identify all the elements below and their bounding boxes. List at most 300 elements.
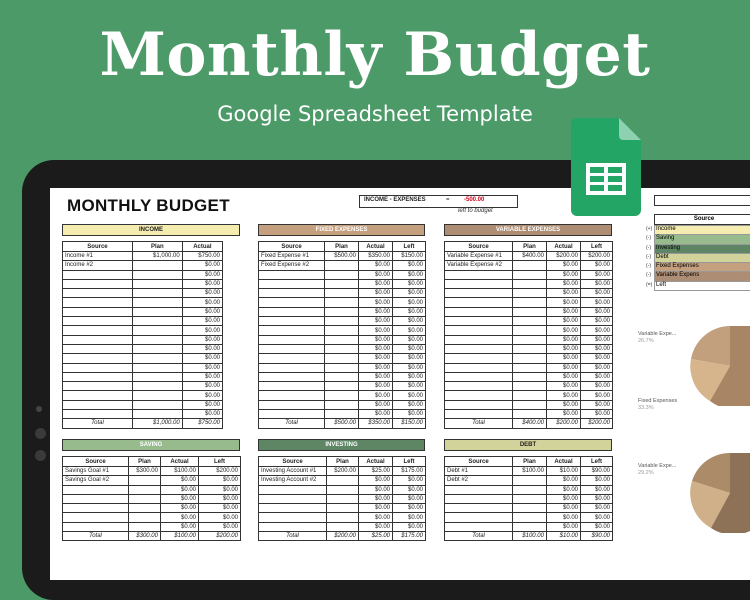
table-cell[interactable] bbox=[327, 494, 359, 503]
column-header[interactable]: Actual bbox=[359, 242, 393, 252]
table-cell[interactable]: Income #1 bbox=[63, 252, 133, 261]
column-header[interactable]: Source bbox=[445, 457, 513, 467]
table-cell[interactable]: $0.00 bbox=[547, 522, 581, 531]
column-header[interactable]: Actual bbox=[547, 457, 581, 467]
table-cell[interactable]: $200.00 bbox=[327, 467, 359, 476]
table-cell[interactable]: $0.00 bbox=[359, 382, 393, 391]
table-cell[interactable]: $0.00 bbox=[359, 372, 393, 381]
table-cell[interactable] bbox=[513, 372, 547, 381]
table-cell[interactable]: $0.00 bbox=[547, 261, 581, 270]
total-cell[interactable]: $200.00 bbox=[547, 419, 581, 428]
summary-cell[interactable] bbox=[359, 195, 518, 208]
table-cell[interactable] bbox=[259, 363, 325, 372]
table-cell[interactable]: $0.00 bbox=[182, 363, 222, 372]
table-cell[interactable]: $0.00 bbox=[393, 494, 426, 503]
table-cell[interactable] bbox=[325, 372, 359, 381]
table-cell[interactable]: $0.00 bbox=[199, 494, 241, 503]
table-cell[interactable] bbox=[325, 270, 359, 279]
table-cell[interactable] bbox=[259, 298, 325, 307]
table-cell[interactable] bbox=[63, 279, 133, 288]
table-cell[interactable]: $0.00 bbox=[581, 382, 613, 391]
table-cell[interactable]: $0.00 bbox=[359, 326, 393, 335]
table-cell[interactable]: $0.00 bbox=[547, 382, 581, 391]
table-cell[interactable] bbox=[63, 504, 129, 513]
table-cell[interactable] bbox=[259, 400, 325, 409]
table-cell[interactable] bbox=[129, 504, 161, 513]
table-cell[interactable] bbox=[513, 289, 547, 298]
table-cell[interactable]: $0.00 bbox=[359, 522, 393, 531]
table-cell[interactable] bbox=[132, 363, 182, 372]
table-cell[interactable]: $0.00 bbox=[547, 335, 581, 344]
table-cell[interactable] bbox=[259, 382, 325, 391]
table-cell[interactable] bbox=[259, 485, 327, 494]
table-cell[interactable] bbox=[445, 298, 513, 307]
table-cell[interactable]: $0.00 bbox=[581, 513, 613, 522]
table-cell[interactable] bbox=[63, 289, 133, 298]
table-cell[interactable]: $0.00 bbox=[359, 400, 393, 409]
table-cell[interactable]: $0.00 bbox=[393, 298, 426, 307]
table-cell[interactable] bbox=[63, 363, 133, 372]
table-cell[interactable]: $1,000.00 bbox=[132, 252, 182, 261]
table-cell[interactable] bbox=[63, 344, 133, 353]
table-cell[interactable] bbox=[513, 391, 547, 400]
table-cell[interactable] bbox=[63, 522, 129, 531]
table-cell[interactable]: $0.00 bbox=[393, 335, 426, 344]
total-cell[interactable]: $90.00 bbox=[581, 532, 613, 541]
table-cell[interactable] bbox=[63, 335, 133, 344]
table-cell[interactable]: $0.00 bbox=[359, 261, 393, 270]
table-cell[interactable]: $0.00 bbox=[393, 317, 426, 326]
column-header[interactable]: Plan bbox=[513, 457, 547, 467]
table-cell[interactable]: $0.00 bbox=[359, 476, 393, 485]
total-cell[interactable]: $200.00 bbox=[327, 532, 359, 541]
table-cell[interactable]: $0.00 bbox=[547, 363, 581, 372]
table-cell[interactable] bbox=[132, 279, 182, 288]
table-cell[interactable] bbox=[325, 391, 359, 400]
table-cell[interactable] bbox=[132, 317, 182, 326]
table-cell[interactable] bbox=[513, 335, 547, 344]
table-cell[interactable]: $0.00 bbox=[359, 494, 393, 503]
table-cell[interactable] bbox=[63, 270, 133, 279]
table-cell[interactable]: $200.00 bbox=[199, 467, 241, 476]
table-cell[interactable] bbox=[129, 476, 161, 485]
table-cell[interactable]: $0.00 bbox=[182, 400, 222, 409]
table-cell[interactable] bbox=[513, 476, 547, 485]
table-cell[interactable]: $0.00 bbox=[581, 504, 613, 513]
column-header[interactable]: Actual bbox=[359, 457, 393, 467]
table-cell[interactable] bbox=[325, 354, 359, 363]
table-cell[interactable]: Investing Account #2 bbox=[259, 476, 327, 485]
table-cell[interactable] bbox=[63, 298, 133, 307]
column-header[interactable]: Left bbox=[199, 457, 241, 467]
table-cell[interactable] bbox=[445, 382, 513, 391]
table-cell[interactable] bbox=[325, 261, 359, 270]
column-header[interactable]: Left bbox=[393, 457, 426, 467]
table-cell[interactable]: $0.00 bbox=[182, 335, 222, 344]
table-cell[interactable]: $0.00 bbox=[393, 289, 426, 298]
table-cell[interactable]: $0.00 bbox=[182, 344, 222, 353]
table-cell[interactable] bbox=[445, 354, 513, 363]
table-cell[interactable]: Fixed Expense #1 bbox=[259, 252, 325, 261]
table-cell[interactable] bbox=[513, 513, 547, 522]
table-cell[interactable]: $0.00 bbox=[199, 504, 241, 513]
column-header[interactable]: Source bbox=[63, 457, 129, 467]
table-cell[interactable]: $0.00 bbox=[393, 270, 426, 279]
total-cell[interactable]: $400.00 bbox=[513, 419, 547, 428]
table-cell[interactable]: Variable Expense #2 bbox=[445, 261, 513, 270]
total-cell[interactable]: Total bbox=[63, 419, 133, 428]
table-cell[interactable] bbox=[259, 504, 327, 513]
column-header[interactable]: Left bbox=[581, 242, 613, 252]
table-cell[interactable]: $0.00 bbox=[581, 372, 613, 381]
table-cell[interactable] bbox=[63, 307, 133, 316]
total-cell[interactable]: $150.00 bbox=[393, 419, 426, 428]
column-header[interactable]: Left bbox=[581, 457, 613, 467]
table-cell[interactable]: $300.00 bbox=[129, 467, 161, 476]
table-cell[interactable]: $0.00 bbox=[393, 504, 426, 513]
column-header[interactable]: Plan bbox=[327, 457, 359, 467]
table-cell[interactable] bbox=[132, 382, 182, 391]
table-cell[interactable]: $0.00 bbox=[581, 344, 613, 353]
table-cell[interactable] bbox=[63, 513, 129, 522]
table-cell[interactable] bbox=[325, 317, 359, 326]
table-cell[interactable]: $0.00 bbox=[182, 326, 222, 335]
table-cell[interactable]: $0.00 bbox=[359, 279, 393, 288]
table-cell[interactable]: $0.00 bbox=[581, 522, 613, 531]
total-cell[interactable]: Total bbox=[63, 532, 129, 541]
table-cell[interactable] bbox=[513, 326, 547, 335]
total-cell[interactable]: $100.00 bbox=[161, 532, 199, 541]
table-cell[interactable] bbox=[63, 485, 129, 494]
table-cell[interactable]: $0.00 bbox=[182, 354, 222, 363]
table-cell[interactable]: $0.00 bbox=[359, 485, 393, 494]
table-cell[interactable] bbox=[327, 504, 359, 513]
table-cell[interactable] bbox=[132, 326, 182, 335]
total-cell[interactable]: $200.00 bbox=[199, 532, 241, 541]
table-cell[interactable] bbox=[132, 372, 182, 381]
table-cell[interactable] bbox=[513, 298, 547, 307]
table-cell[interactable]: $0.00 bbox=[199, 485, 241, 494]
table-cell[interactable] bbox=[63, 326, 133, 335]
table-cell[interactable]: $0.00 bbox=[393, 391, 426, 400]
table-cell[interactable]: $100.00 bbox=[161, 467, 199, 476]
table-cell[interactable]: $0.00 bbox=[547, 270, 581, 279]
table-cell[interactable]: $0.00 bbox=[581, 307, 613, 316]
table-cell[interactable] bbox=[259, 344, 325, 353]
table-cell[interactable]: $0.00 bbox=[182, 261, 222, 270]
column-header[interactable]: Plan bbox=[513, 242, 547, 252]
total-cell[interactable]: $300.00 bbox=[129, 532, 161, 541]
table-cell[interactable]: $0.00 bbox=[547, 298, 581, 307]
table-cell[interactable]: $400.00 bbox=[513, 252, 547, 261]
column-header[interactable]: Plan bbox=[325, 242, 359, 252]
table-cell[interactable]: $0.00 bbox=[359, 513, 393, 522]
table-cell[interactable]: $25.00 bbox=[359, 467, 393, 476]
table-cell[interactable]: $0.00 bbox=[393, 513, 426, 522]
table-cell[interactable] bbox=[513, 400, 547, 409]
total-cell[interactable]: Total bbox=[259, 419, 325, 428]
table-cell[interactable]: $0.00 bbox=[393, 354, 426, 363]
table-cell[interactable] bbox=[259, 513, 327, 522]
table-cell[interactable]: $0.00 bbox=[393, 382, 426, 391]
table-cell[interactable] bbox=[445, 344, 513, 353]
table-cell[interactable]: $0.00 bbox=[581, 317, 613, 326]
table-cell[interactable]: $0.00 bbox=[581, 494, 613, 503]
table-cell[interactable]: $0.00 bbox=[581, 400, 613, 409]
table-cell[interactable]: $0.00 bbox=[393, 261, 426, 270]
table-cell[interactable]: $0.00 bbox=[359, 307, 393, 316]
total-cell[interactable]: $200.00 bbox=[581, 419, 613, 428]
table-cell[interactable]: $0.00 bbox=[393, 476, 426, 485]
table-cell[interactable] bbox=[327, 476, 359, 485]
table-cell[interactable]: $0.00 bbox=[547, 476, 581, 485]
table-cell[interactable] bbox=[63, 354, 133, 363]
table-cell[interactable] bbox=[325, 326, 359, 335]
table-cell[interactable] bbox=[259, 354, 325, 363]
total-cell[interactable]: Total bbox=[445, 419, 513, 428]
table-cell[interactable] bbox=[325, 298, 359, 307]
table-cell[interactable]: $0.00 bbox=[182, 391, 222, 400]
table-cell[interactable] bbox=[327, 513, 359, 522]
total-cell[interactable]: $100.00 bbox=[513, 532, 547, 541]
column-header[interactable]: Left bbox=[393, 242, 426, 252]
table-cell[interactable]: Fixed Expense #2 bbox=[259, 261, 325, 270]
table-cell[interactable]: $0.00 bbox=[161, 485, 199, 494]
table-cell[interactable]: $0.00 bbox=[581, 270, 613, 279]
table-cell[interactable]: $0.00 bbox=[359, 391, 393, 400]
table-cell[interactable]: Savings Goal #1 bbox=[63, 467, 129, 476]
table-cell[interactable] bbox=[325, 335, 359, 344]
table-cell[interactable] bbox=[513, 270, 547, 279]
table-cell[interactable] bbox=[259, 372, 325, 381]
table-cell[interactable]: $0.00 bbox=[359, 298, 393, 307]
table-cell[interactable] bbox=[445, 335, 513, 344]
table-cell[interactable] bbox=[513, 504, 547, 513]
table-cell[interactable]: $0.00 bbox=[359, 363, 393, 372]
table-cell[interactable]: $0.00 bbox=[393, 326, 426, 335]
table-cell[interactable] bbox=[327, 485, 359, 494]
table-cell[interactable] bbox=[259, 279, 325, 288]
table-cell[interactable] bbox=[445, 372, 513, 381]
table-cell[interactable] bbox=[132, 261, 182, 270]
table-cell[interactable] bbox=[325, 344, 359, 353]
table-cell[interactable] bbox=[259, 335, 325, 344]
table-cell[interactable] bbox=[325, 400, 359, 409]
table-cell[interactable] bbox=[513, 485, 547, 494]
table-cell[interactable]: $0.00 bbox=[393, 307, 426, 316]
table-cell[interactable]: $0.00 bbox=[161, 494, 199, 503]
table-cell[interactable] bbox=[445, 391, 513, 400]
table-cell[interactable]: $0.00 bbox=[393, 522, 426, 531]
total-cell[interactable]: $175.00 bbox=[393, 532, 426, 541]
table-cell[interactable]: $350.00 bbox=[359, 252, 393, 261]
table-cell[interactable] bbox=[513, 307, 547, 316]
table-cell[interactable] bbox=[63, 494, 129, 503]
table-cell[interactable] bbox=[513, 410, 547, 419]
column-header[interactable]: Source bbox=[445, 242, 513, 252]
table-cell[interactable] bbox=[63, 400, 133, 409]
table-cell[interactable] bbox=[63, 410, 133, 419]
table-cell[interactable] bbox=[259, 522, 327, 531]
table-cell[interactable] bbox=[513, 382, 547, 391]
table-cell[interactable] bbox=[445, 289, 513, 298]
table-cell[interactable] bbox=[513, 363, 547, 372]
table-cell[interactable]: $100.00 bbox=[513, 467, 547, 476]
table-cell[interactable]: Variable Expense #1 bbox=[445, 252, 513, 261]
table-cell[interactable] bbox=[259, 326, 325, 335]
column-header[interactable]: Actual bbox=[161, 457, 199, 467]
table-cell[interactable]: $750.00 bbox=[182, 252, 222, 261]
table-cell[interactable] bbox=[513, 494, 547, 503]
table-cell[interactable] bbox=[325, 307, 359, 316]
total-cell[interactable]: $350.00 bbox=[359, 419, 393, 428]
table-cell[interactable]: $0.00 bbox=[547, 344, 581, 353]
table-cell[interactable] bbox=[325, 410, 359, 419]
table-cell[interactable] bbox=[132, 354, 182, 363]
table-cell[interactable] bbox=[513, 317, 547, 326]
table-cell[interactable]: $0.00 bbox=[393, 485, 426, 494]
table-cell[interactable]: $0.00 bbox=[393, 344, 426, 353]
table-cell[interactable]: $0.00 bbox=[581, 410, 613, 419]
table-cell[interactable] bbox=[445, 400, 513, 409]
table-cell[interactable] bbox=[132, 307, 182, 316]
table-cell[interactable]: $0.00 bbox=[199, 522, 241, 531]
table-cell[interactable] bbox=[132, 270, 182, 279]
column-header[interactable]: Plan bbox=[129, 457, 161, 467]
table-cell[interactable] bbox=[63, 317, 133, 326]
table-cell[interactable]: $0.00 bbox=[581, 261, 613, 270]
total-cell[interactable]: Total bbox=[445, 532, 513, 541]
table-cell[interactable] bbox=[259, 391, 325, 400]
table-cell[interactable] bbox=[132, 391, 182, 400]
table-cell[interactable] bbox=[129, 522, 161, 531]
table-cell[interactable]: $500.00 bbox=[325, 252, 359, 261]
table-cell[interactable]: $0.00 bbox=[359, 270, 393, 279]
table-cell[interactable]: $0.00 bbox=[161, 476, 199, 485]
table-cell[interactable] bbox=[132, 289, 182, 298]
table-cell[interactable] bbox=[132, 400, 182, 409]
table-cell[interactable]: $175.00 bbox=[393, 467, 426, 476]
table-cell[interactable] bbox=[445, 513, 513, 522]
table-cell[interactable] bbox=[129, 513, 161, 522]
table-cell[interactable]: $0.00 bbox=[547, 485, 581, 494]
table-cell[interactable]: $0.00 bbox=[581, 391, 613, 400]
table-cell[interactable]: $0.00 bbox=[182, 410, 222, 419]
table-cell[interactable]: $0.00 bbox=[359, 344, 393, 353]
table-cell[interactable]: $0.00 bbox=[581, 289, 613, 298]
table-cell[interactable]: $0.00 bbox=[199, 513, 241, 522]
total-cell[interactable]: $500.00 bbox=[325, 419, 359, 428]
table-cell[interactable]: $0.00 bbox=[182, 279, 222, 288]
table-cell[interactable] bbox=[259, 494, 327, 503]
table-cell[interactable] bbox=[445, 279, 513, 288]
table-cell[interactable] bbox=[129, 494, 161, 503]
table-cell[interactable]: $0.00 bbox=[581, 335, 613, 344]
table-cell[interactable]: $0.00 bbox=[581, 363, 613, 372]
table-cell[interactable]: $200.00 bbox=[547, 252, 581, 261]
table-cell[interactable]: $0.00 bbox=[547, 317, 581, 326]
table-cell[interactable] bbox=[445, 410, 513, 419]
column-header[interactable]: Source bbox=[259, 457, 327, 467]
table-cell[interactable]: $0.00 bbox=[581, 476, 613, 485]
table-cell[interactable]: Debt #2 bbox=[445, 476, 513, 485]
table-cell[interactable]: $0.00 bbox=[161, 504, 199, 513]
table-cell[interactable] bbox=[327, 522, 359, 531]
table-cell[interactable] bbox=[513, 261, 547, 270]
table-cell[interactable]: $0.00 bbox=[182, 289, 222, 298]
table-cell[interactable] bbox=[325, 382, 359, 391]
total-cell[interactable]: $25.00 bbox=[359, 532, 393, 541]
table-cell[interactable] bbox=[63, 391, 133, 400]
table-cell[interactable]: $0.00 bbox=[393, 410, 426, 419]
table-cell[interactable]: $200.00 bbox=[581, 252, 613, 261]
table-cell[interactable]: $90.00 bbox=[581, 467, 613, 476]
table-cell[interactable]: $0.00 bbox=[547, 400, 581, 409]
table-cell[interactable] bbox=[325, 279, 359, 288]
table-cell[interactable]: $0.00 bbox=[359, 504, 393, 513]
table-cell[interactable]: $0.00 bbox=[182, 298, 222, 307]
table-cell[interactable]: $0.00 bbox=[547, 279, 581, 288]
table-cell[interactable]: $0.00 bbox=[547, 410, 581, 419]
column-header[interactable]: Actual bbox=[182, 242, 222, 252]
column-header[interactable]: Source bbox=[63, 242, 133, 252]
column-header[interactable]: Plan bbox=[132, 242, 182, 252]
table-cell[interactable] bbox=[259, 270, 325, 279]
table-cell[interactable]: $0.00 bbox=[581, 279, 613, 288]
table-cell[interactable]: $0.00 bbox=[393, 372, 426, 381]
table-cell[interactable] bbox=[513, 522, 547, 531]
table-cell[interactable]: $0.00 bbox=[182, 372, 222, 381]
table-cell[interactable]: $0.00 bbox=[547, 504, 581, 513]
table-cell[interactable] bbox=[132, 410, 182, 419]
table-cell[interactable]: $150.00 bbox=[393, 252, 426, 261]
table-cell[interactable]: $0.00 bbox=[547, 372, 581, 381]
table-cell[interactable] bbox=[513, 344, 547, 353]
table-cell[interactable] bbox=[63, 372, 133, 381]
total-cell[interactable]: $1,000.00 bbox=[132, 419, 182, 428]
table-cell[interactable]: $0.00 bbox=[359, 354, 393, 363]
table-cell[interactable]: $0.00 bbox=[547, 289, 581, 298]
table-cell[interactable]: $0.00 bbox=[359, 317, 393, 326]
table-cell[interactable] bbox=[445, 522, 513, 531]
table-cell[interactable] bbox=[513, 354, 547, 363]
table-cell[interactable]: $10.00 bbox=[547, 467, 581, 476]
table-cell[interactable] bbox=[445, 363, 513, 372]
table-cell[interactable] bbox=[445, 317, 513, 326]
table-cell[interactable]: $0.00 bbox=[359, 289, 393, 298]
table-cell[interactable] bbox=[132, 335, 182, 344]
column-header[interactable]: Actual bbox=[547, 242, 581, 252]
table-cell[interactable]: Investing Account #1 bbox=[259, 467, 327, 476]
table-cell[interactable]: $0.00 bbox=[393, 363, 426, 372]
table-cell[interactable]: Income #2 bbox=[63, 261, 133, 270]
table-cell[interactable]: $0.00 bbox=[182, 270, 222, 279]
table-cell[interactable]: Debt #1 bbox=[445, 467, 513, 476]
table-cell[interactable]: $0.00 bbox=[161, 513, 199, 522]
table-cell[interactable]: $0.00 bbox=[182, 382, 222, 391]
total-cell[interactable]: $750.00 bbox=[182, 419, 222, 428]
total-cell[interactable]: $10.00 bbox=[547, 532, 581, 541]
table-cell[interactable] bbox=[445, 307, 513, 316]
table-cell[interactable]: $0.00 bbox=[547, 513, 581, 522]
table-cell[interactable]: $0.00 bbox=[547, 354, 581, 363]
total-cell[interactable]: Total bbox=[259, 532, 327, 541]
table-cell[interactable]: $0.00 bbox=[393, 279, 426, 288]
table-cell[interactable] bbox=[445, 504, 513, 513]
table-cell[interactable]: $0.00 bbox=[182, 317, 222, 326]
table-cell[interactable]: $0.00 bbox=[359, 410, 393, 419]
table-cell[interactable]: $0.00 bbox=[547, 307, 581, 316]
